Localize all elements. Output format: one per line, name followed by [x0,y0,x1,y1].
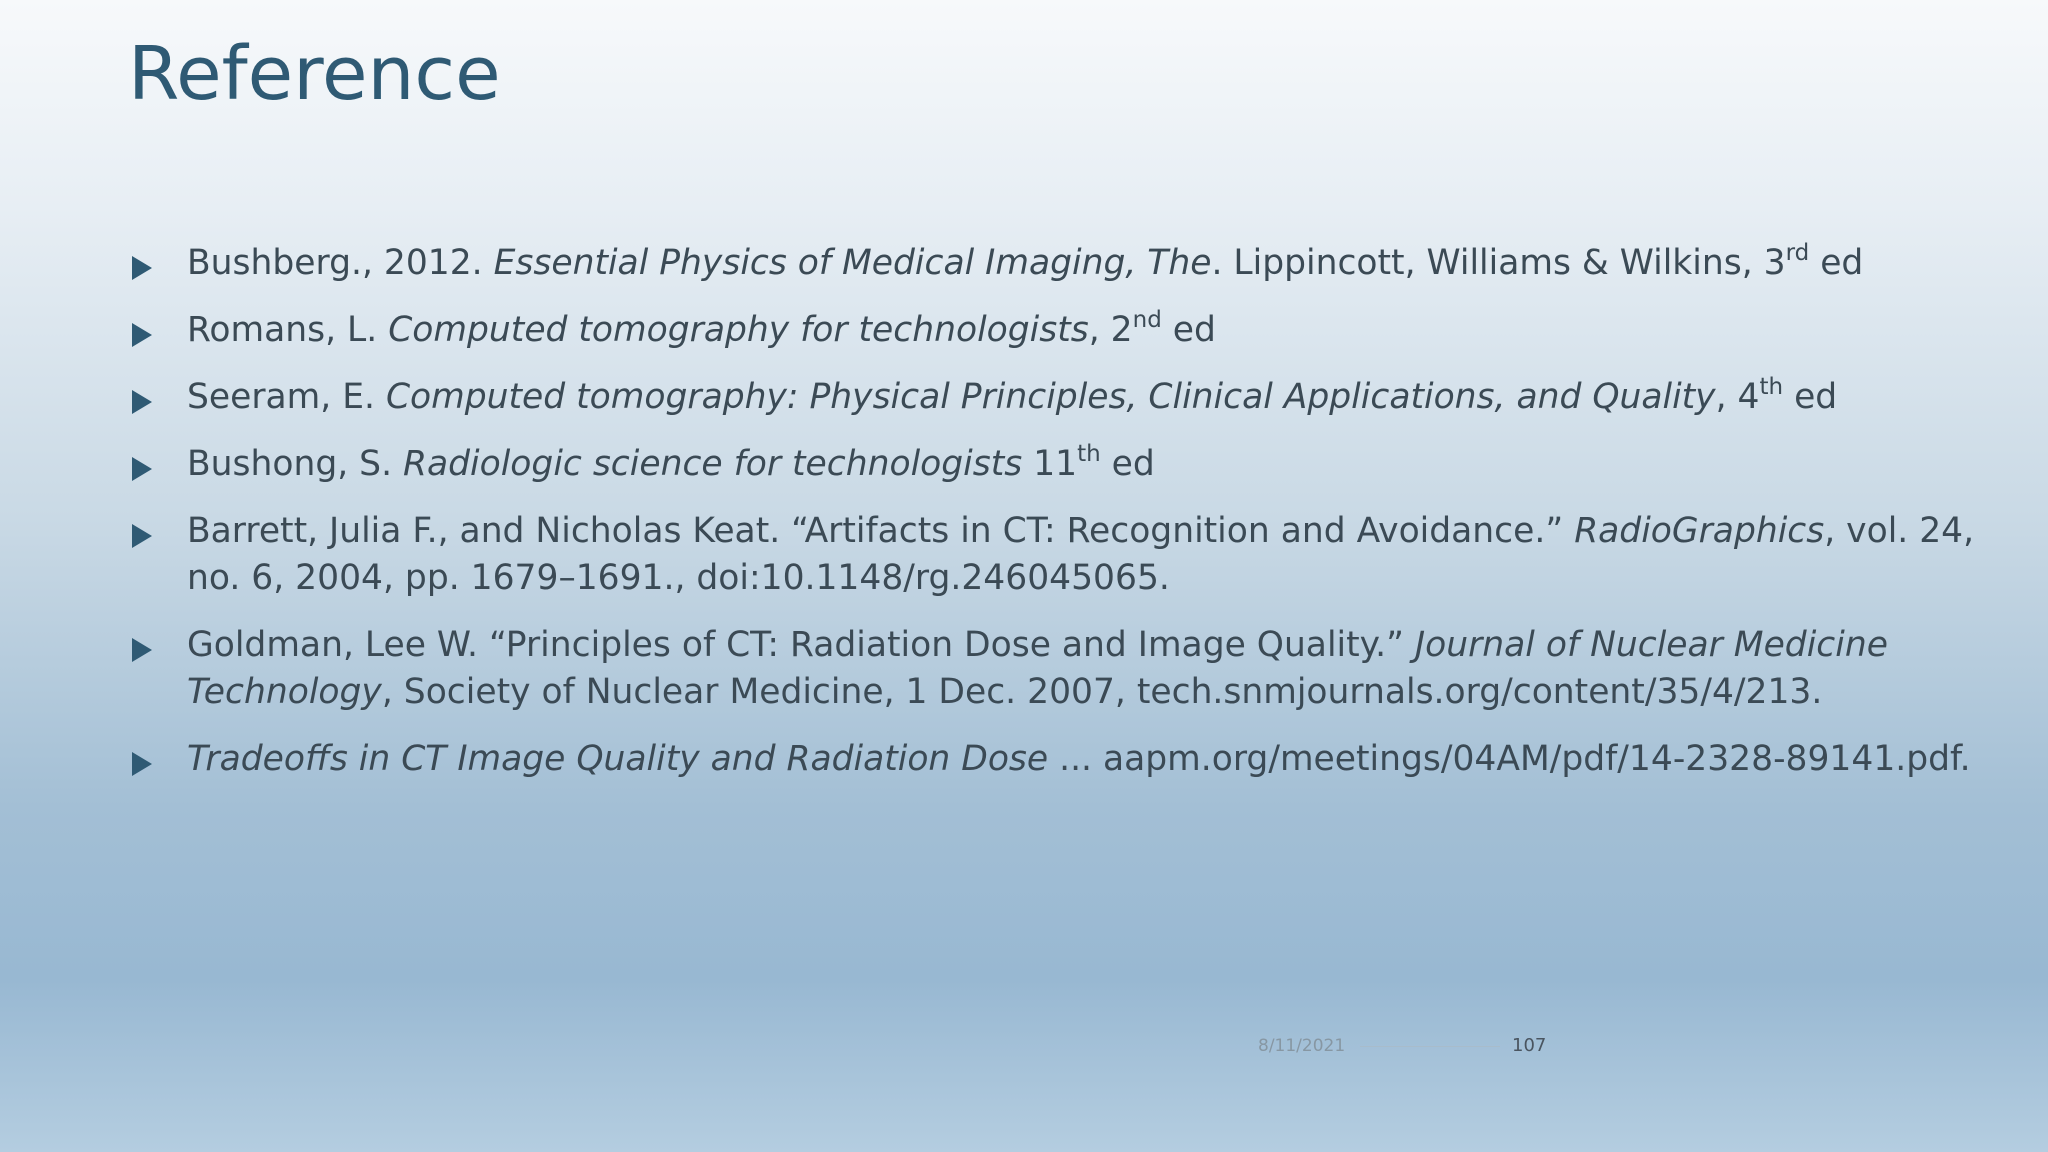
reference-title: RadioGraphics [1574,511,1825,551]
reference-title: Computed tomography: Physical Principles, Clinical Applications, and Quality [385,377,1716,417]
reference-text: ed [1161,310,1216,350]
reference-list [128,240,1978,803]
reference-text: Bushberg., 2012. [187,243,494,283]
reference-text: , Society of Nuclear Medicine, 1 Dec. 2007, tech.snmjournals.org/content/35/4/213. [381,672,1823,712]
reference-title: Journal of Nuclear Medicine Technology [187,625,1888,712]
reference-text: , 2 [1088,310,1133,350]
triangle-bullet-icon [132,524,152,548]
triangle-bullet-icon [132,638,152,662]
slide-title: Reference [128,31,501,117]
footer-divider [1360,1046,1500,1047]
ordinal-suffix: th [1759,374,1784,400]
reference-item [128,622,1978,716]
reference-text: ed [1100,444,1155,484]
reference-title: Essential Physics of Medical Imaging, The [493,243,1212,283]
triangle-bullet-icon [132,256,152,280]
reference-title: Tradeoffs in CT Image Quality and Radiation Dose [187,739,1049,779]
ordinal-suffix: nd [1132,307,1162,333]
reference-item [128,441,1978,488]
reference-title: Radiologic science for technologists [403,444,1023,484]
reference-text: 11 [1022,444,1078,484]
footer-date: 8/11/2021 [1258,1036,1346,1056]
reference-title: Computed tomography for technologists [388,310,1089,350]
reference-text: ed [1809,243,1864,283]
triangle-bullet-icon [132,323,152,347]
reference-text: Seeram, E. [187,377,386,417]
reference-item [128,307,1978,354]
triangle-bullet-icon [132,457,152,481]
reference-text: , 4 [1715,377,1760,417]
ordinal-suffix: th [1077,441,1101,467]
reference-item [128,374,1978,421]
reference-item [128,508,1978,602]
reference-text: , vol. 24, no. 6, 2004, pp. 1679–1691., doi:10.1148/rg.246045065. [187,511,1975,598]
reference-item [128,240,1978,287]
ordinal-suffix: rd [1785,240,1810,266]
reference-text: . Lippincott, Williams & Wilkins, 3 [1211,243,1786,283]
reference-text: Goldman, Lee W. “Principles of CT: Radiation Dose and Image Quality.” [187,625,1415,665]
reference-item [128,736,1978,783]
reference-text: Barrett, Julia F., and Nicholas Keat. “Artifacts in CT: Recognition and Avoidance.” [187,511,1575,551]
triangle-bullet-icon [132,390,152,414]
reference-text: Romans, L. [187,310,389,350]
reference-text: Bushong, S. [187,444,404,484]
slide-number: 107 [1512,1035,1547,1056]
reference-text: ... aapm.org/meetings/04AM/pdf/14-2328-89141.pdf. [1048,739,1971,779]
triangle-bullet-icon [132,752,152,776]
reference-text: ed [1783,377,1838,417]
